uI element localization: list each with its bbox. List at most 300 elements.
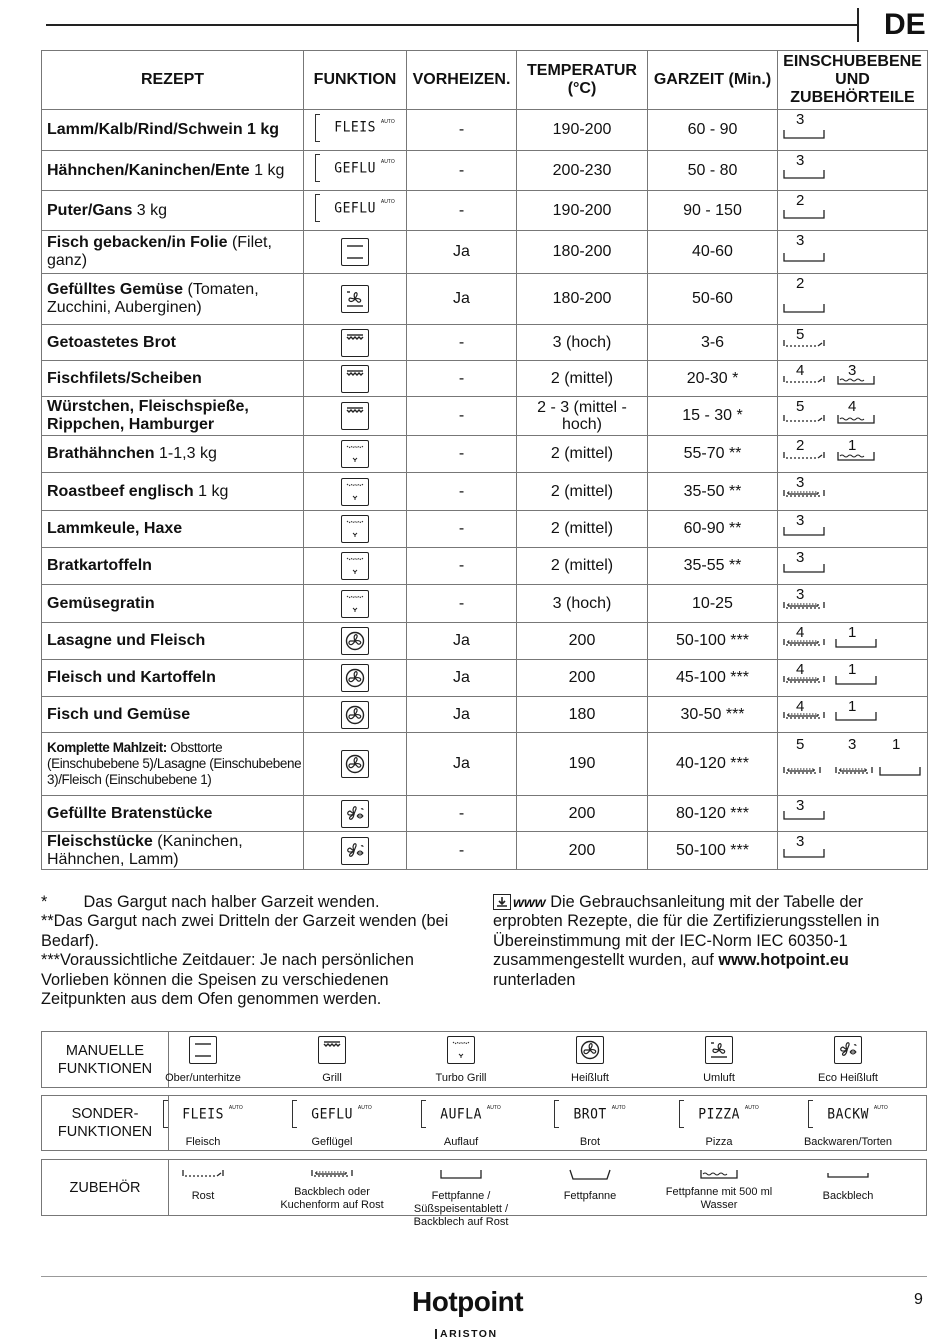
level-number: 3 xyxy=(796,833,805,850)
ober-function-icon xyxy=(341,238,369,266)
header-temperatur-text: TEMPERATUR (°C) xyxy=(527,62,637,97)
temperature-value: 2 (mittel) xyxy=(550,520,614,537)
recipe-name: Komplette Mahlzeit: xyxy=(47,740,167,755)
level-accessory xyxy=(782,710,826,728)
cell-einschub xyxy=(778,151,928,191)
legend-caption: Fettpfanne mit 500 ml Wasser xyxy=(665,1186,773,1211)
table-row xyxy=(42,832,928,870)
fettpfanne-accessory-icon xyxy=(782,251,826,264)
level-accessory xyxy=(834,710,878,728)
cell-garzeit: 60-90 ** xyxy=(648,511,778,548)
cell-garzeit: 35-55 ** xyxy=(648,548,778,585)
cell-vorheizen: - xyxy=(407,548,517,585)
table-row xyxy=(42,697,928,733)
cell-temperatur xyxy=(517,110,648,151)
legend-item-pizza xyxy=(654,1100,784,1149)
page-number: 9 xyxy=(914,1291,923,1308)
temperature-value: 3 (hoch) xyxy=(552,333,612,351)
cell-garzeit: 20-30 * xyxy=(648,361,778,397)
level-accessory xyxy=(782,809,826,827)
cell-garzeit: 90 - 150 xyxy=(648,191,778,231)
pizza-display-icon: PIZZA AUTO xyxy=(679,1100,758,1128)
www-label: www xyxy=(513,894,546,910)
legend-caption: Backblech xyxy=(822,1190,874,1202)
cell-rezept xyxy=(42,511,304,548)
fettpfanne-accessory-icon xyxy=(782,847,826,860)
turbo-function-icon xyxy=(341,552,369,580)
recipe-name: Fisch gebacken/in Folie xyxy=(47,234,228,251)
cell-rezept xyxy=(42,110,304,151)
recipe-note: (Kaninchen, Hähnchen, Lamm) xyxy=(47,832,243,868)
cell-funktion xyxy=(304,151,407,191)
cell-rezept xyxy=(42,660,304,697)
temperature-value: 190-200 xyxy=(552,201,612,219)
level-accessory xyxy=(782,562,826,580)
backw-display-icon: BACKW AUTO xyxy=(808,1100,887,1128)
ober-function-icon xyxy=(189,1036,217,1064)
table-row xyxy=(42,796,928,832)
recipe-note: Obsttorte (Einschubebene 5)/Lasagne (Einschubebene 3)/Fleisch (Einschubebene 1) xyxy=(47,740,302,787)
cell-vorheizen: Ja xyxy=(407,623,517,660)
grill-function-icon xyxy=(341,402,369,430)
level-number: 3 xyxy=(848,736,857,753)
fettpfanne-accessory-icon xyxy=(834,710,878,723)
rost-accessory-icon xyxy=(782,450,826,463)
cell-rezept xyxy=(42,832,304,870)
header-einschub xyxy=(778,51,928,110)
level-accessory xyxy=(782,128,826,146)
recipe-name: Puter/Gans xyxy=(47,201,133,219)
rost-accessory-icon xyxy=(181,1168,225,1181)
backblechrost-accessory-icon xyxy=(782,710,826,723)
cell-garzeit: 50-100 *** xyxy=(648,832,778,870)
cell-vorheizen: - xyxy=(407,191,517,231)
cell-vorheizen: Ja xyxy=(407,733,517,796)
legend-caption: Fettpfanne xyxy=(563,1190,617,1202)
level-number: 5 xyxy=(796,398,805,415)
eco-function-icon xyxy=(341,800,369,828)
download-note xyxy=(493,893,933,990)
cell-rezept xyxy=(42,585,304,623)
recipe-name: Gemüsegratin xyxy=(47,594,155,612)
legend-manual-label: MANUELLE FUNKTIONEN xyxy=(42,1032,169,1087)
temperature-value: 3 (hoch) xyxy=(552,594,612,612)
cell-garzeit: 35-50 ** xyxy=(648,473,778,511)
cell-einschub xyxy=(778,623,928,660)
cell-einschub xyxy=(778,473,928,511)
eco-function-icon xyxy=(834,1036,862,1064)
recipe-name: Lammkeule, Haxe xyxy=(47,520,183,537)
cell-vorheizen: - xyxy=(407,473,517,511)
cell-temperatur xyxy=(517,511,648,548)
level-number: 4 xyxy=(796,698,805,715)
cell-funktion xyxy=(304,660,407,697)
cell-vorheizen: - xyxy=(407,151,517,191)
temperature-value: 200 xyxy=(568,632,596,649)
legend-caption: Ober/unterhitze xyxy=(165,1072,241,1084)
fleis-display-icon: FLEIS AUTO xyxy=(163,1100,242,1128)
temperature-value: 190-200 xyxy=(552,121,612,138)
temperature-value: 180-200 xyxy=(552,290,612,307)
aufla-display-icon: AUFLA AUTO xyxy=(421,1100,500,1128)
cell-einschub xyxy=(778,660,928,697)
level-number: 3 xyxy=(848,362,857,379)
cell-rezept xyxy=(42,361,304,397)
recipe-note: 3 kg xyxy=(132,201,168,219)
level-accessory xyxy=(782,413,826,431)
cell-temperatur xyxy=(517,733,648,796)
level-number: 3 xyxy=(796,586,805,603)
legend-caption: Backblech oder Kuchenform auf Rost xyxy=(280,1186,384,1211)
fettpfanne-accessory-icon xyxy=(834,637,878,650)
temperature-value: 200 xyxy=(568,804,596,822)
level-accessory xyxy=(782,847,826,865)
cell-vorheizen: - xyxy=(407,436,517,473)
backblechrost-accessory-icon xyxy=(310,1168,354,1181)
level-accessory xyxy=(834,637,878,655)
cell-funktion xyxy=(304,110,407,151)
level-number: 2 xyxy=(796,275,805,292)
cell-funktion xyxy=(304,796,407,832)
legend-item-rost xyxy=(138,1164,268,1203)
backblechrost-accessory-icon xyxy=(782,674,826,687)
cell-rezept xyxy=(42,548,304,585)
legend-caption: Fettpfanne / Süßspeisentablett / Backblech auf Rost xyxy=(413,1190,509,1228)
turbo-function-icon xyxy=(341,478,369,506)
cell-vorheizen: Ja xyxy=(407,231,517,274)
fettpfanne-accessory-icon xyxy=(782,302,826,315)
legend-item-eco xyxy=(783,1036,913,1085)
level-accessory xyxy=(834,413,878,431)
cell-temperatur xyxy=(517,697,648,733)
level-accessory xyxy=(834,374,878,392)
level-accessory xyxy=(834,450,878,468)
download-link[interactable]: www.hotpoint.eu xyxy=(718,951,849,970)
table-row xyxy=(42,397,928,436)
header-einschub-text: EINSCHUBEBENE UND ZUBEHÖRTEILE xyxy=(783,53,922,106)
cell-einschub xyxy=(778,325,928,361)
cell-rezept xyxy=(42,191,304,231)
level-number: 1 xyxy=(848,661,857,678)
legend-special-label: SONDER-FUNKTIONEN xyxy=(42,1096,169,1150)
cell-garzeit: 15 - 30 * xyxy=(648,397,778,436)
cell-einschub xyxy=(778,548,928,585)
heiss-function-icon xyxy=(576,1036,604,1064)
legend-manual-functions xyxy=(41,1031,927,1088)
fettpfanne-accessory-icon xyxy=(782,562,826,575)
cell-funktion xyxy=(304,832,407,870)
cell-garzeit: 80-120 *** xyxy=(648,796,778,832)
cell-vorheizen: - xyxy=(407,361,517,397)
cell-temperatur xyxy=(517,191,648,231)
level-number: 3 xyxy=(796,797,805,814)
legend-item-grill xyxy=(267,1036,397,1085)
level-number: 2 xyxy=(796,192,805,209)
table-row xyxy=(42,191,928,231)
level-accessory xyxy=(782,674,826,692)
cell-garzeit: 3-6 xyxy=(648,325,778,361)
temperature-value: 180 xyxy=(568,705,596,723)
pfanne-accessory-icon xyxy=(568,1168,612,1181)
footnote-2: **Das Gargut nach zwei Dritteln der Garzeit wenden (bei Bedarf). xyxy=(41,912,449,950)
rost-accessory-icon xyxy=(782,413,826,426)
cell-temperatur xyxy=(517,231,648,274)
download-text: Die Gebrauchsanleitung mit der Tabelle der erprobten Rezepte, die für die Zertifizierungsstellen in Übereinstimmung mit der IEC-Norm IEC 60350-1 zusammengestellt wurden, auf xyxy=(493,893,880,970)
legend-item-brot xyxy=(525,1100,655,1149)
cell-vorheizen: - xyxy=(407,110,517,151)
table-row xyxy=(42,361,928,397)
rost-accessory-icon xyxy=(782,374,826,387)
cell-temperatur xyxy=(517,436,648,473)
temperature-value: 2 (mittel) xyxy=(550,557,614,574)
cell-rezept xyxy=(42,231,304,274)
legend-caption: Backwaren/Torten xyxy=(803,1136,893,1148)
table-row xyxy=(42,511,928,548)
level-accessory xyxy=(834,674,878,692)
cell-einschub xyxy=(778,733,928,796)
cell-rezept xyxy=(42,796,304,832)
language-code: DE xyxy=(884,8,926,41)
cell-rezept xyxy=(42,733,304,796)
legend-caption: Eco Heißluft xyxy=(818,1072,878,1084)
cell-garzeit: 40-60 xyxy=(648,231,778,274)
table-row xyxy=(42,733,928,796)
header-funktion: FUNKTION xyxy=(304,51,407,110)
level-number: 2 xyxy=(796,437,805,454)
recipe-note: (Tomaten, Zucchini, Auberginen) xyxy=(47,281,259,316)
legend-item-geflu xyxy=(267,1100,397,1149)
backblechrost-accessory-icon xyxy=(782,600,826,613)
cell-funktion xyxy=(304,473,407,511)
fettpfanne-accessory-icon xyxy=(878,765,922,778)
cell-einschub xyxy=(778,436,928,473)
fettpfanne-accessory-icon xyxy=(782,128,826,141)
cell-funktion xyxy=(304,361,407,397)
cell-rezept xyxy=(42,473,304,511)
cell-garzeit: 40-120 *** xyxy=(648,733,778,796)
fettpfanne-accessory-icon xyxy=(834,674,878,687)
cell-rezept xyxy=(42,325,304,361)
cell-temperatur xyxy=(517,325,648,361)
table-row xyxy=(42,660,928,697)
brand-logo: Hotpoint xyxy=(412,1286,524,1317)
recipe-name: Gefülltes Gemüse xyxy=(47,281,184,298)
cell-temperatur xyxy=(517,361,648,397)
legend-caption: Fleisch xyxy=(185,1136,221,1148)
cell-temperatur xyxy=(517,274,648,325)
cell-garzeit: 55-70 ** xyxy=(648,436,778,473)
cell-funktion xyxy=(304,274,407,325)
heiss-function-icon xyxy=(341,627,369,655)
cell-garzeit: 10-25 xyxy=(648,585,778,623)
legend-item-umluft xyxy=(654,1036,784,1085)
wasser-accessory-icon xyxy=(834,413,878,426)
cell-vorheizen: - xyxy=(407,511,517,548)
backblechrost-accessory-icon xyxy=(782,637,826,650)
level-number: 3 xyxy=(796,152,805,169)
download-icon xyxy=(493,894,511,910)
level-accessory xyxy=(782,338,826,356)
table-row xyxy=(42,274,928,325)
legend-caption: Heißluft xyxy=(571,1072,609,1084)
level-accessory xyxy=(782,765,822,783)
cell-funktion xyxy=(304,231,407,274)
cell-temperatur xyxy=(517,397,648,436)
table-row xyxy=(42,585,928,623)
cell-garzeit: 60 - 90 xyxy=(648,110,778,151)
wasser-accessory-icon xyxy=(697,1168,741,1181)
legend-caption: Turbo Grill xyxy=(435,1072,487,1084)
level-number: 3 xyxy=(796,549,805,566)
brot-display-icon: BROT AUTO xyxy=(554,1100,625,1128)
footer-rule xyxy=(41,1276,927,1277)
recipe-table xyxy=(41,50,928,870)
backblech-accessory-icon xyxy=(826,1168,870,1181)
cell-temperatur xyxy=(517,548,648,585)
legend-item-heiss xyxy=(525,1036,655,1085)
rost-accessory-icon xyxy=(782,338,826,351)
umluft-function-icon xyxy=(705,1036,733,1064)
heiss-function-icon xyxy=(341,701,369,729)
geflu-display-icon: GEFLU AUTO xyxy=(315,154,394,182)
level-number: 4 xyxy=(796,661,805,678)
cell-funktion xyxy=(304,697,407,733)
cell-temperatur xyxy=(517,796,648,832)
level-number: 3 xyxy=(796,512,805,529)
legend-item-fettpfanne xyxy=(401,1164,521,1229)
cell-rezept xyxy=(42,436,304,473)
recipe-name: Hähnchen/Kaninchen/Ente xyxy=(47,161,250,179)
cell-funktion xyxy=(304,585,407,623)
grill-function-icon xyxy=(341,365,369,393)
legend-item-turbo xyxy=(396,1036,526,1085)
level-accessory xyxy=(782,488,826,506)
footnotes xyxy=(41,893,471,1009)
legend-item-backblech xyxy=(783,1164,913,1203)
temperature-value: 190 xyxy=(568,755,596,772)
cell-einschub xyxy=(778,231,928,274)
table-row xyxy=(42,623,928,660)
recipe-note: 1 kg xyxy=(249,161,285,179)
level-number: 1 xyxy=(892,736,901,753)
recipe-name: Gefüllte Bratenstücke xyxy=(47,804,213,822)
legend-item-ober xyxy=(138,1036,268,1085)
cell-funktion xyxy=(304,191,407,231)
level-accessory xyxy=(782,302,826,320)
footnote-3: ***Voraussichtliche Zeitdauer: Je nach persönlichen Vorlieben können die Speisen zu verschiedenen Zeitpunkten aus dem Ofen genommen werden. xyxy=(41,951,414,1009)
wasser-accessory-icon xyxy=(834,374,878,387)
temperature-value: 2 (mittel) xyxy=(550,369,614,387)
cell-vorheizen: - xyxy=(407,585,517,623)
recipe-note: (Filet, ganz) xyxy=(47,234,272,269)
backblechrost-accessory-icon xyxy=(782,488,826,501)
header-rezept: REZEPT xyxy=(42,51,304,110)
header-temperatur xyxy=(517,51,648,110)
cell-vorheizen: - xyxy=(407,832,517,870)
backblechrost-accessory-icon xyxy=(782,765,822,778)
cell-garzeit: 50-100 *** xyxy=(648,623,778,660)
grill-function-icon xyxy=(341,329,369,357)
level-accessory xyxy=(782,168,826,186)
legend-caption: Auflauf xyxy=(443,1136,479,1148)
header-tick xyxy=(857,8,859,42)
header-garzeit: GARZEIT (Min.) xyxy=(648,51,778,110)
fettpfanne-accessory-icon xyxy=(782,168,826,181)
legend-caption: Geflügel xyxy=(311,1136,353,1148)
temperature-value: 2 - 3 (mittel - hoch) xyxy=(537,398,627,433)
legend-item-wasser xyxy=(664,1164,774,1212)
cell-einschub xyxy=(778,274,928,325)
recipe-name: Fleischstücke xyxy=(47,832,153,850)
cell-vorheizen: Ja xyxy=(407,660,517,697)
legend-item-fleis xyxy=(138,1100,268,1149)
grill-function-icon xyxy=(318,1036,346,1064)
cell-funktion xyxy=(304,733,407,796)
cell-einschub xyxy=(778,796,928,832)
cell-einschub xyxy=(778,191,928,231)
turbo-function-icon xyxy=(447,1036,475,1064)
cell-garzeit: 50-60 xyxy=(648,274,778,325)
geflu-display-icon: GEFLU AUTO xyxy=(315,194,394,222)
cell-vorheizen: Ja xyxy=(407,697,517,733)
level-number: 5 xyxy=(796,326,805,343)
legend-special-functions xyxy=(41,1095,927,1151)
eco-function-icon xyxy=(341,837,369,865)
download-tail: runterladen xyxy=(493,970,576,989)
legend-accessories-label: ZUBEHÖR xyxy=(42,1160,169,1215)
recipe-name: Lasagne und Fleisch xyxy=(47,632,206,649)
table-row xyxy=(42,231,928,274)
table-row xyxy=(42,548,928,585)
recipe-note: 1-1,3 kg xyxy=(154,445,217,462)
table-row xyxy=(42,473,928,511)
temperature-value: 200 xyxy=(568,669,596,686)
umluft-function-icon xyxy=(341,285,369,313)
cell-einschub xyxy=(778,585,928,623)
level-accessory xyxy=(834,765,874,783)
cell-garzeit: 45-100 *** xyxy=(648,660,778,697)
cell-temperatur xyxy=(517,473,648,511)
cell-einschub xyxy=(778,361,928,397)
cell-temperatur xyxy=(517,660,648,697)
level-accessory xyxy=(782,525,826,543)
legend-item-backblechrost xyxy=(277,1164,387,1212)
legend-caption: Grill xyxy=(322,1072,342,1084)
table-row xyxy=(42,436,928,473)
cell-rezept xyxy=(42,623,304,660)
cell-funktion xyxy=(304,397,407,436)
legend-item-aufla xyxy=(396,1100,526,1149)
legend-item-pfanne xyxy=(525,1164,655,1203)
cell-temperatur xyxy=(517,151,648,191)
recipe-name: Getoastetes Brot xyxy=(47,333,176,351)
temperature-value: 200-230 xyxy=(552,161,612,179)
cell-funktion xyxy=(304,511,407,548)
cell-einschub xyxy=(778,397,928,436)
level-number: 1 xyxy=(848,698,857,715)
heiss-function-icon xyxy=(341,664,369,692)
header-rule xyxy=(46,24,858,26)
cell-vorheizen: - xyxy=(407,397,517,436)
level-number: 4 xyxy=(796,624,805,641)
level-number: 3 xyxy=(796,111,805,128)
brand-sub: ARISTON xyxy=(440,1328,498,1340)
cell-temperatur xyxy=(517,585,648,623)
recipe-name: Fisch und Gemüse xyxy=(47,705,191,723)
recipe-name: Roastbeef englisch xyxy=(47,482,194,500)
recipe-name: Lamm/Kalb/Rind/Schwein 1 kg xyxy=(47,121,280,138)
temperature-value: 2 (mittel) xyxy=(550,482,614,500)
